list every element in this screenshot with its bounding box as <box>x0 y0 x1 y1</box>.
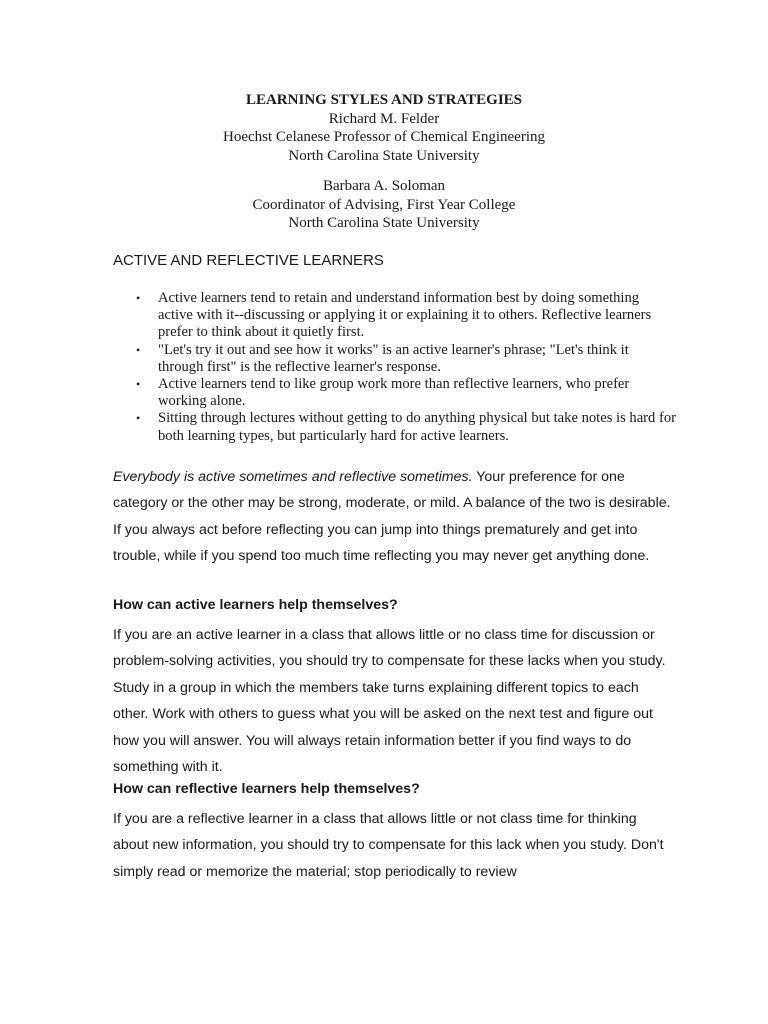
list-item <box>136 342 676 376</box>
author-affiliation-2: North Carolina State University <box>288 215 480 231</box>
list-item <box>136 410 676 444</box>
paragraph-text: Your preference for one category or the other may be strong, moderate, or mild. A balance of the two is desirable. If you always act before reflecting you can jump into things prematurely and get into trouble, while if you spend too much time reflecting you may never get anything done. <box>113 469 671 565</box>
bullet-text: "Let's try it out and see how it works" is an active learner's phrase; "Let's think it through first" is the reflective learner's response. <box>158 341 629 375</box>
author-name-1: Richard M. Felder <box>328 110 440 127</box>
author-affiliation-1: North Carolina State University <box>288 147 480 164</box>
bullet-text: Sitting through lectures without getting to do anything physical but take notes is hard for both learning types, but particularly hard for active learners. <box>158 410 676 444</box>
author-title-1: Hoechst Celanese Professor of Chemical Engineering <box>223 129 545 145</box>
bullet-text: Active learners tend to retain and understand information best by doing something active with it--discussing or applying it or explaining it to others. Reflective learners prefer to think about it quietly first. <box>158 290 652 341</box>
question-heading-reflective: How can reflective learners help themselves? <box>113 781 420 797</box>
bullet-icon: • <box>136 342 141 357</box>
bullet-icon: • <box>136 291 141 305</box>
author-block-2 <box>0 177 768 233</box>
bullet-text: Active learners tend to like group work more than reflective learners, who prefer working alone. <box>158 376 630 410</box>
bullet-icon: • <box>136 377 141 392</box>
author-block-1 <box>0 91 768 165</box>
paragraph-text: If you are an active learner in a class that allows little or no class time for discussion or problem-solving activities, you should try to compensate for these lacks when you study. Study in a group in which the members take turns explaining different topics to each other. Work with others to guess what you will be asked on the next test and figure out how you will answer. You will always retain information better if you find ways to do something with it. <box>113 627 666 776</box>
list-item <box>136 376 676 410</box>
document-title: LEARNING STYLES AND STRATEGIES <box>245 92 523 108</box>
paragraph-reflective-tips <box>113 806 673 885</box>
list-item <box>136 290 676 342</box>
author-name-2: Barbara A. Soloman <box>322 178 446 194</box>
emphasis-text: Everybody is active sometimes and reflective sometimes. <box>113 469 473 485</box>
bullet-list <box>136 290 676 445</box>
paragraph-text: If you are a reflective learner in a class that allows little or not class time for thinking about new information, you should try to compensate for this lack when you study. Don't simply read or memorize the material; stop periodically to review <box>113 811 664 880</box>
author-title-2: Coordinator of Advising, First Year College <box>252 196 516 213</box>
bullet-icon: • <box>136 411 141 426</box>
section-heading: ACTIVE AND REFLECTIVE LEARNERS <box>113 252 384 269</box>
paragraph-balance <box>113 464 673 570</box>
paragraph-active-tips <box>113 622 673 780</box>
question-heading-active: How can active learners help themselves? <box>113 597 398 613</box>
